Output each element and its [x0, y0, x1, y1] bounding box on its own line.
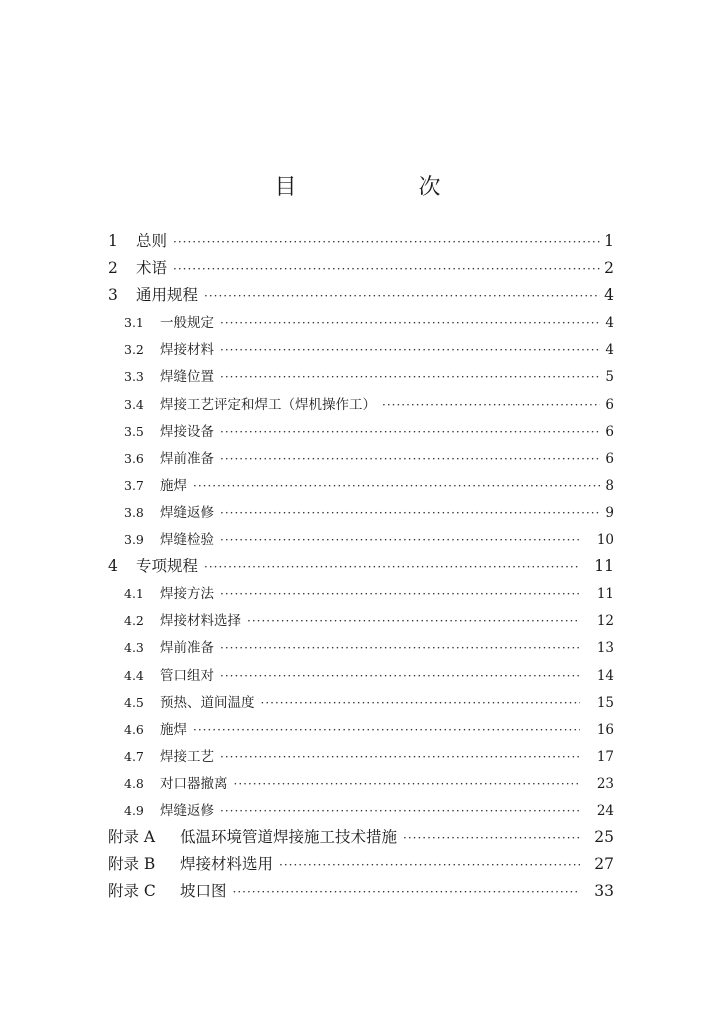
toc-entry-label: 焊接材料: [160, 342, 214, 359]
toc-entry-number: 3.8: [124, 504, 144, 520]
toc-entry[interactable]: [108, 607, 614, 634]
toc-entry-page-number: 4: [604, 286, 614, 305]
toc-entry-number: 4.5: [124, 694, 144, 710]
toc-entry-label: 焊缝返修: [160, 802, 214, 819]
toc-entry-number: 3.3: [124, 369, 144, 385]
toc-entry[interactable]: [108, 662, 614, 689]
toc-entry-number: 3.2: [124, 342, 144, 358]
toc-entry-page-number: 17: [596, 748, 614, 765]
toc-entry[interactable]: [108, 743, 614, 770]
toc-entry-page-number: 14: [596, 667, 614, 684]
toc-entry-label: 通用规程: [136, 286, 199, 305]
toc-entry-page-number: 5: [605, 369, 614, 386]
toc-entry[interactable]: [108, 689, 614, 716]
toc-entry-number: 附录 A: [108, 828, 156, 847]
toc-entry-number: 附录 C: [108, 882, 156, 901]
toc-entry-label: 焊前准备: [160, 450, 214, 467]
toc-entry-page-number: 4: [605, 315, 614, 332]
dot-leader: [220, 798, 580, 825]
dot-leader: [220, 446, 600, 473]
toc-entry-label: 低温环境管道焊接施工技术措施: [180, 828, 398, 847]
toc-entry-label: 焊前准备: [160, 640, 214, 657]
toc-entry[interactable]: [108, 445, 614, 472]
toc-entry[interactable]: [108, 472, 614, 499]
toc-entry-number: 3: [108, 286, 118, 305]
toc-entry-number: 4: [108, 557, 118, 576]
dot-leader: [261, 690, 581, 717]
toc-entry-label: 焊缝位置: [160, 369, 214, 386]
dot-leader: [193, 473, 600, 500]
toc-entry-label: 坡口图: [180, 882, 227, 901]
toc-entry-number: 3.6: [124, 450, 144, 466]
toc-entry[interactable]: [108, 851, 614, 878]
toc-entry[interactable]: [108, 580, 614, 607]
dot-leader: [279, 852, 580, 879]
toc-entry-page-number: 6: [605, 423, 614, 440]
toc-entry-number: 3.9: [124, 532, 144, 548]
dot-leader: [220, 663, 580, 690]
table-of-contents: [108, 228, 614, 905]
toc-entry-number: 4.1: [124, 586, 144, 602]
toc-entry[interactable]: [108, 797, 614, 824]
toc-entry-number: 1: [108, 232, 118, 250]
toc-entry-page-number: 15: [596, 694, 614, 711]
toc-entry-number: 4.4: [124, 667, 144, 683]
toc-entry-page-number: 6: [605, 396, 614, 413]
dot-leader: [382, 392, 600, 419]
toc-entry-page-number: 12: [596, 613, 614, 630]
toc-entry-label: 专项规程: [136, 557, 199, 576]
dot-leader: [220, 744, 580, 771]
toc-entry[interactable]: [108, 363, 614, 390]
toc-entry[interactable]: [108, 282, 614, 309]
toc-entry-page-number: 8: [605, 477, 614, 494]
toc-entry-number: 4.3: [124, 640, 144, 656]
dot-leader: [403, 825, 580, 852]
dot-leader: [173, 229, 600, 256]
toc-entry[interactable]: [108, 499, 614, 526]
toc-entry-label: 预热、道间温度: [160, 694, 255, 711]
toc-entry[interactable]: [108, 770, 614, 797]
toc-entry[interactable]: [108, 391, 614, 418]
toc-entry-label: 施焊: [160, 477, 187, 494]
toc-entry-label: 对口器撤离: [160, 775, 228, 792]
toc-entry-label: 焊接设备: [160, 423, 214, 440]
toc-entry-number: 2: [108, 259, 118, 278]
toc-entry-number: 4.9: [124, 802, 144, 818]
toc-entry-page-number: 4: [605, 342, 614, 359]
toc-entry[interactable]: [108, 634, 614, 661]
toc-entry[interactable]: [108, 309, 614, 336]
toc-entry-label: 焊接工艺: [160, 748, 214, 765]
toc-entry-label: 焊缝返修: [160, 504, 214, 521]
toc-entry-label: 焊接方法: [160, 586, 214, 603]
toc-entry[interactable]: [108, 824, 614, 851]
toc-entry-label: 管口组对: [160, 667, 214, 684]
dot-leader: [220, 527, 580, 554]
toc-entry[interactable]: [108, 716, 614, 743]
toc-entry-label: 施焊: [160, 721, 187, 738]
toc-entry-number: 4.8: [124, 775, 144, 791]
toc-entry-page-number: 24: [596, 802, 614, 819]
toc-entry-number: 3.5: [124, 423, 144, 439]
toc-entry-page-number: 23: [596, 775, 614, 792]
toc-entry-label: 焊接材料选用: [180, 855, 274, 874]
dot-leader: [204, 554, 580, 581]
toc-entry-number: 4.2: [124, 613, 144, 629]
dot-leader: [247, 608, 580, 635]
toc-entry[interactable]: [108, 418, 614, 445]
toc-entry-page-number: 33: [594, 882, 614, 901]
toc-entry-label: 总则: [136, 232, 168, 250]
dot-leader: [220, 635, 580, 662]
toc-entry-label: 焊缝检验: [160, 532, 214, 549]
dot-leader: [220, 500, 600, 527]
toc-entry[interactable]: [108, 336, 614, 363]
toc-entry-label: 焊接材料选择: [160, 613, 241, 630]
toc-entry-page-number: 9: [605, 504, 614, 521]
toc-entry[interactable]: [108, 255, 614, 282]
toc-entry-page-number: 10: [596, 532, 614, 549]
toc-entry-number: 3.7: [124, 477, 144, 493]
toc-entry-number: 附录 B: [108, 855, 156, 874]
toc-entry-page-number: 1: [604, 232, 614, 250]
toc-entry-page-number: 11: [596, 586, 614, 603]
toc-entry-number: 3.1: [124, 315, 144, 331]
dot-leader: [220, 581, 580, 608]
toc-entry[interactable]: [108, 228, 614, 255]
toc-entry-page-number: 2: [604, 259, 614, 278]
toc-entry-page-number: 13: [596, 640, 614, 657]
toc-entry[interactable]: [108, 878, 614, 905]
toc-entry[interactable]: [108, 553, 614, 580]
toc-entry-label: 一般规定: [160, 315, 214, 332]
toc-entry-label: 焊接工艺评定和焊工（焊机操作工）: [160, 396, 376, 413]
toc-entry-page-number: 11: [594, 557, 614, 576]
dot-leader: [193, 717, 580, 744]
dot-leader: [220, 364, 600, 391]
toc-entry-page-number: 16: [596, 721, 614, 738]
dot-leader: [220, 310, 600, 337]
toc-entry-page-number: 6: [605, 450, 614, 467]
dot-leader: [204, 283, 600, 310]
toc-entry[interactable]: [108, 526, 614, 553]
dot-leader: [234, 771, 581, 798]
dot-leader: [233, 879, 580, 906]
toc-entry-number: 3.4: [124, 396, 144, 412]
dot-leader: [220, 419, 600, 446]
dot-leader: [220, 337, 600, 364]
toc-entry-page-number: 25: [594, 828, 614, 847]
toc-entry-number: 4.7: [124, 748, 144, 764]
toc-title: 目 次: [274, 175, 491, 200]
dot-leader: [173, 256, 600, 283]
toc-entry-number: 4.6: [124, 721, 144, 737]
toc-entry-label: 术语: [136, 259, 168, 278]
toc-entry-page-number: 27: [594, 855, 614, 874]
